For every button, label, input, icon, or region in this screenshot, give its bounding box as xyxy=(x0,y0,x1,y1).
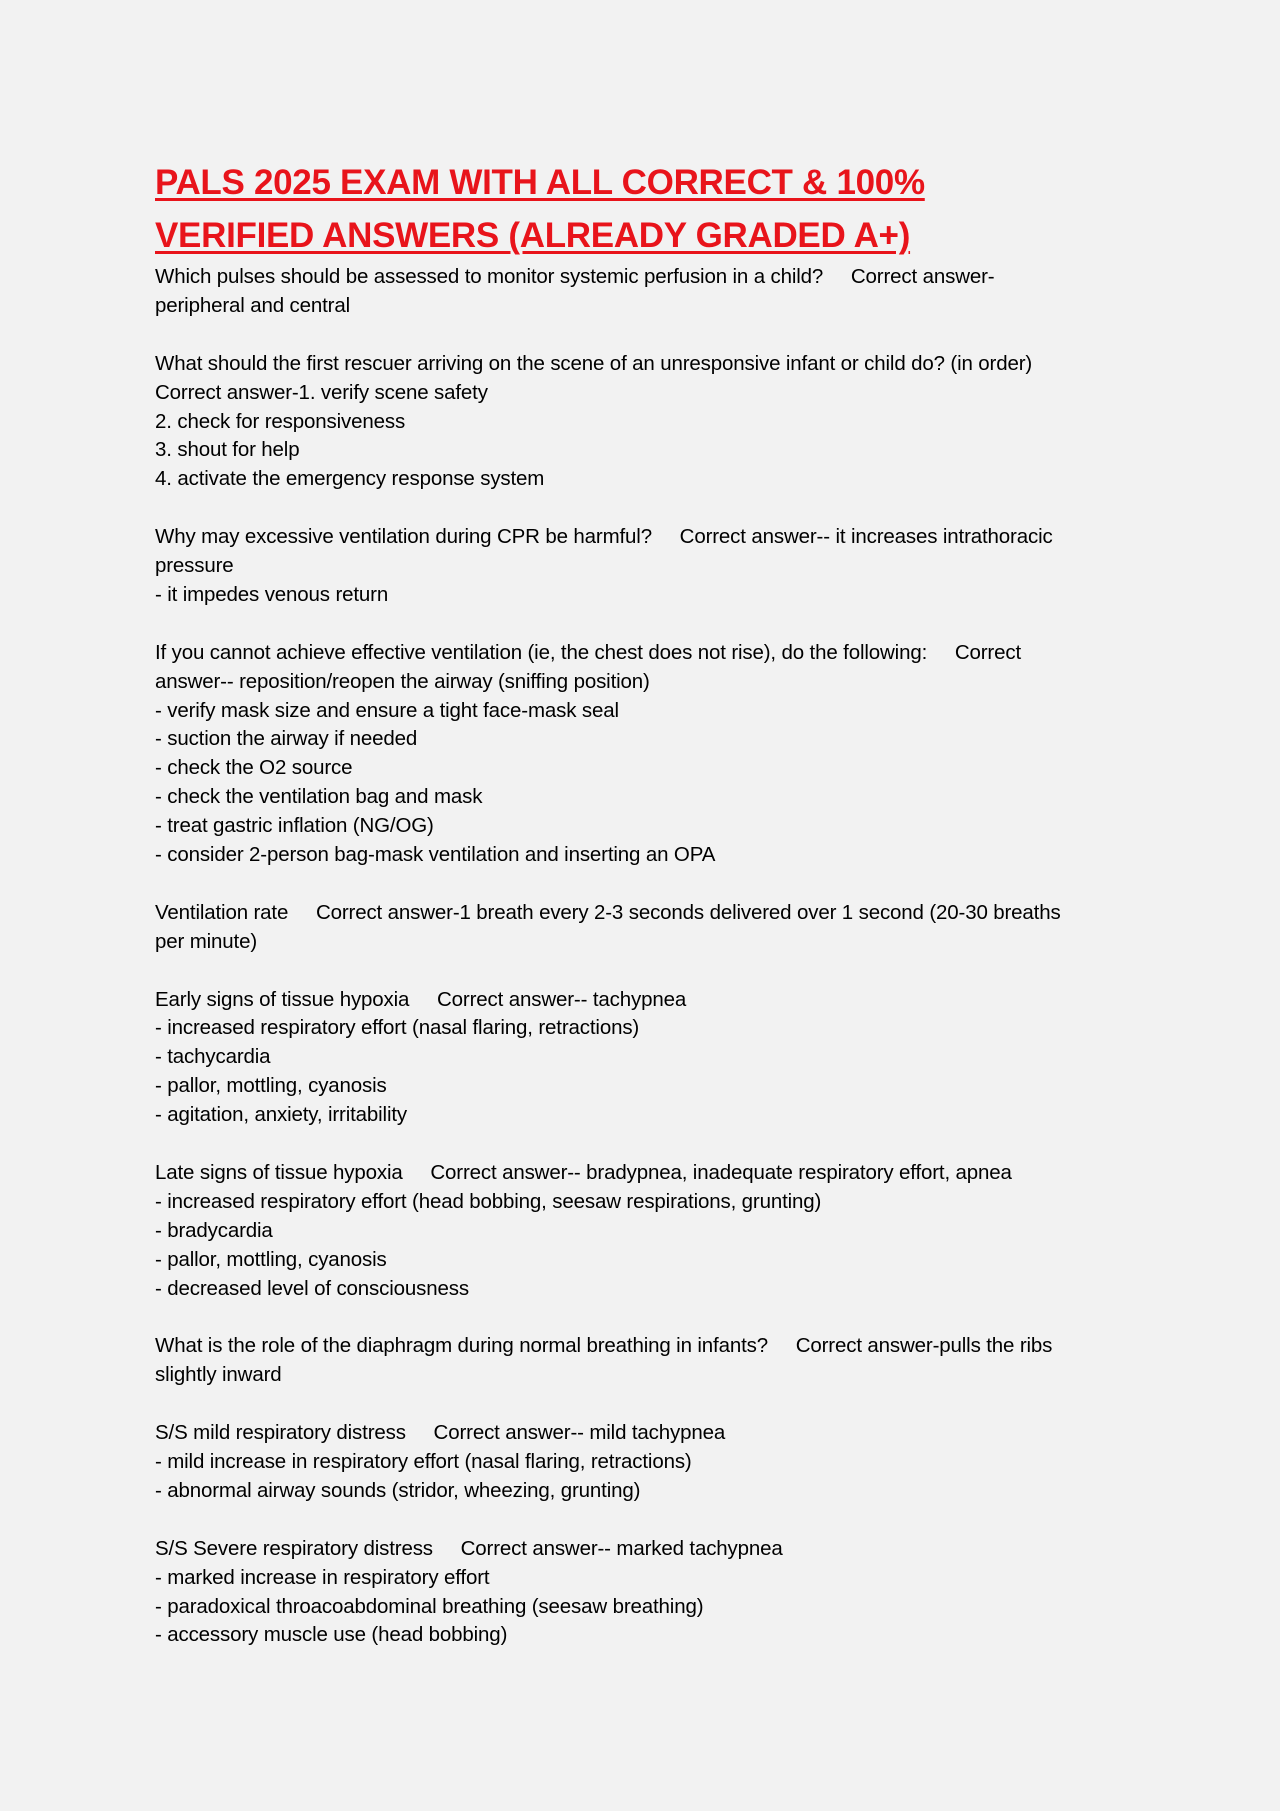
qa-line: - decreased level of consciousness xyxy=(155,1276,469,1300)
qa-line: - marked increase in respiratory effort xyxy=(155,1565,490,1589)
qa-line: - pallor, mottling, cyanosis xyxy=(155,1247,387,1271)
qa-line: - verify mask size and ensure a tight face-mask seal xyxy=(155,698,619,722)
qa-item xyxy=(155,1332,1135,1390)
qa-line: - abnormal airway sounds (stridor, wheezing, grunting) xyxy=(155,1478,641,1502)
qa-line: - it impedes venous return xyxy=(155,582,389,606)
qa-line: 2. check for responsiveness xyxy=(155,409,406,433)
qa-line: - check the O2 source xyxy=(155,756,353,780)
qa-line: S/S mild respiratory distress Correct answer-- mild tachypnea xyxy=(155,1421,726,1445)
qa-item xyxy=(155,1159,1135,1304)
qa-line: Ventilation rate Correct answer-1 breath every 2-3 seconds delivered over 1 second (20-30 breaths xyxy=(155,900,1061,924)
qa-line: S/S Severe respiratory distress Correct answer-- marked tachypnea xyxy=(155,1536,783,1560)
qa-line: peripheral and central xyxy=(155,293,350,317)
qa-line: Late signs of tissue hypoxia Correct answer-- bradypnea, inadequate respiratory effort, apnea xyxy=(155,1161,1012,1184)
qa-line: Correct answer-1. verify scene safety xyxy=(155,380,488,404)
qa-line: - pallor, mottling, cyanosis xyxy=(155,1074,387,1098)
qa-line: - suction the airway if needed xyxy=(155,727,418,751)
qa-line: - bradycardia xyxy=(155,1218,273,1242)
qa-line: - consider 2-person bag-mask ventilation and inserting an OPA xyxy=(155,843,716,867)
qa-line: - check the ventilation bag and mask xyxy=(155,785,483,809)
qa-line: What is the role of the diaphragm during normal breathing in infants? Correct answer-pulls the ribs xyxy=(155,1334,1053,1358)
qa-line: - increased respiratory effort (head bobbing, seesaw respirations, grunting) xyxy=(155,1189,822,1213)
qa-line: - paradoxical throacoabdominal breathing (seesaw breathing) xyxy=(155,1594,704,1618)
qa-line: per minute) xyxy=(155,929,258,953)
title-line-2: VERIFIED ANSWERS (ALREADY GRADED A+) xyxy=(155,216,911,255)
qa-line: 4. activate the emergency response system xyxy=(155,467,545,491)
qa-line: slightly inward xyxy=(155,1363,282,1387)
qa-line: If you cannot achieve effective ventilation (ie, the chest does not rise), do the following: Correct xyxy=(155,640,1022,664)
qa-line: - mild increase in respiratory effort (nasal flaring, retractions) xyxy=(155,1450,692,1474)
qa-line: Early signs of tissue hypoxia Correct answer-- tachypnea xyxy=(155,987,687,1011)
qa-item xyxy=(155,639,1135,870)
qa-item xyxy=(155,899,1135,957)
qa-line: 3. shout for help xyxy=(155,438,300,462)
qa-item xyxy=(155,1419,1135,1506)
qa-line: - agitation, anxiety, irritability xyxy=(155,1103,408,1127)
qa-line: pressure xyxy=(155,554,234,578)
qa-line: - treat gastric inflation (NG/OG) xyxy=(155,814,434,838)
title-line-1: PALS 2025 EXAM WITH ALL CORRECT & 100% xyxy=(155,163,925,202)
qa-item xyxy=(155,523,1135,610)
document-title xyxy=(155,156,1135,262)
qa-item xyxy=(155,1535,1135,1651)
document-page xyxy=(155,156,1135,1650)
qa-line: Why may excessive ventilation during CPR be harmful? Correct answer-- it increases intrathoracic xyxy=(155,525,1053,549)
qa-line: - increased respiratory effort (nasal flaring, retractions) xyxy=(155,1016,640,1040)
qa-line: What should the first rescuer arriving on the scene of an unresponsive infant or child do? (in order) xyxy=(155,351,1033,375)
qa-line: Which pulses should be assessed to monitor systemic perfusion in a child? Correct answer- xyxy=(155,265,995,288)
qa-line: - accessory muscle use (head bobbing) xyxy=(155,1623,508,1647)
qa-item xyxy=(155,263,1135,321)
question-answer-list xyxy=(155,263,1135,1650)
qa-line: answer-- reposition/reopen the airway (sniffing position) xyxy=(155,669,650,693)
qa-item xyxy=(155,350,1135,495)
qa-line: - tachycardia xyxy=(155,1045,271,1069)
qa-item xyxy=(155,986,1135,1131)
